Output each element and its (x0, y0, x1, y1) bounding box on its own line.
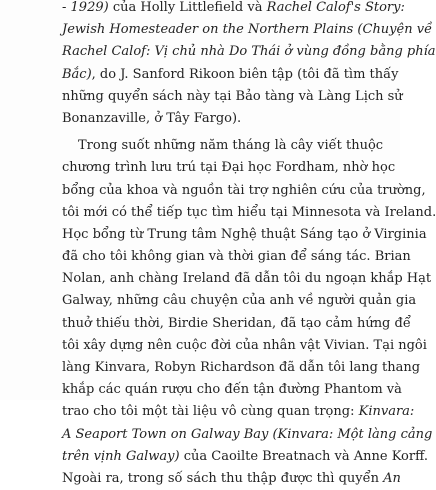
text-line: những quyển sách này tại Bảo tàng và Làng Lịch sử (62, 88, 403, 104)
text-line: chương trình lưu trú tại Đại học Fordham, nhờ học (62, 160, 396, 176)
text-line: Ngoài ra, trong số sách thu thập được thì quyển An (62, 470, 401, 486)
text-line: tôi mới có thể tiếp tục tìm hiểu tại Minnesota và Ireland. (62, 204, 436, 220)
text-line: bổng của khoa và nguồn tài trợ nghiên cứu của trường, (62, 182, 426, 198)
text-line: Trong suốt những năm tháng là cây viết thuộc (78, 138, 384, 154)
paragraph-sources (62, 0, 436, 130)
text-line: - 1929) của Holly Littlefield và Rachel Calof's Story: (62, 0, 405, 15)
text-line: Galway, những câu chuyện của anh về người quản gia (62, 293, 417, 309)
text-line: Bắc), do J. Sanford Rikoon biên tập (tôi đã tìm thấy (62, 66, 399, 82)
text-line: trao cho tôi một tài liệu vô cùng quan trọng: Kinvara: (62, 404, 415, 420)
text-line: thuở thiếu thời, Birdie Sheridan, đã tạo cảm hứng để (62, 315, 411, 331)
text-line: Nolan, anh chàng Ireland đã dẫn tôi du ngoạn khắp Hạt (62, 271, 432, 287)
text-line: Bonanzaville, ở Tây Fargo). (62, 110, 242, 126)
text-line: Rachel Calof: Vị chủ nhà Do Thái ở vùng đồng bằng phía (62, 44, 436, 60)
text-line: khắp các quán rượu cho đến tận đường Phantom và (62, 382, 402, 398)
text-line: trên vịnh Galway) của Caoilte Breatnach và Anne Korff. (62, 448, 429, 464)
text-line: tôi xây dựng nên cuộc đời của nhân vật Vivian. Tại ngôi (62, 337, 427, 353)
text-line: đã cho tôi không gian và thời gian để sáng tác. Brian (62, 249, 411, 265)
text-line: Jewish Homesteader on the Northern Plains (Chuyện về (62, 22, 433, 38)
paragraph-acknowledgements (62, 135, 436, 490)
text-line: Học bổng từ Trung tâm Nghệ thuật Sáng tạo ở Virginia (62, 226, 427, 242)
text-line: làng Kinvara, Robyn Richardson đã dẫn tôi lang thang (62, 360, 421, 375)
text-line: A Seaport Town on Galway Bay (Kinvara: Một làng cảng (62, 426, 433, 442)
body-text (62, 0, 436, 490)
